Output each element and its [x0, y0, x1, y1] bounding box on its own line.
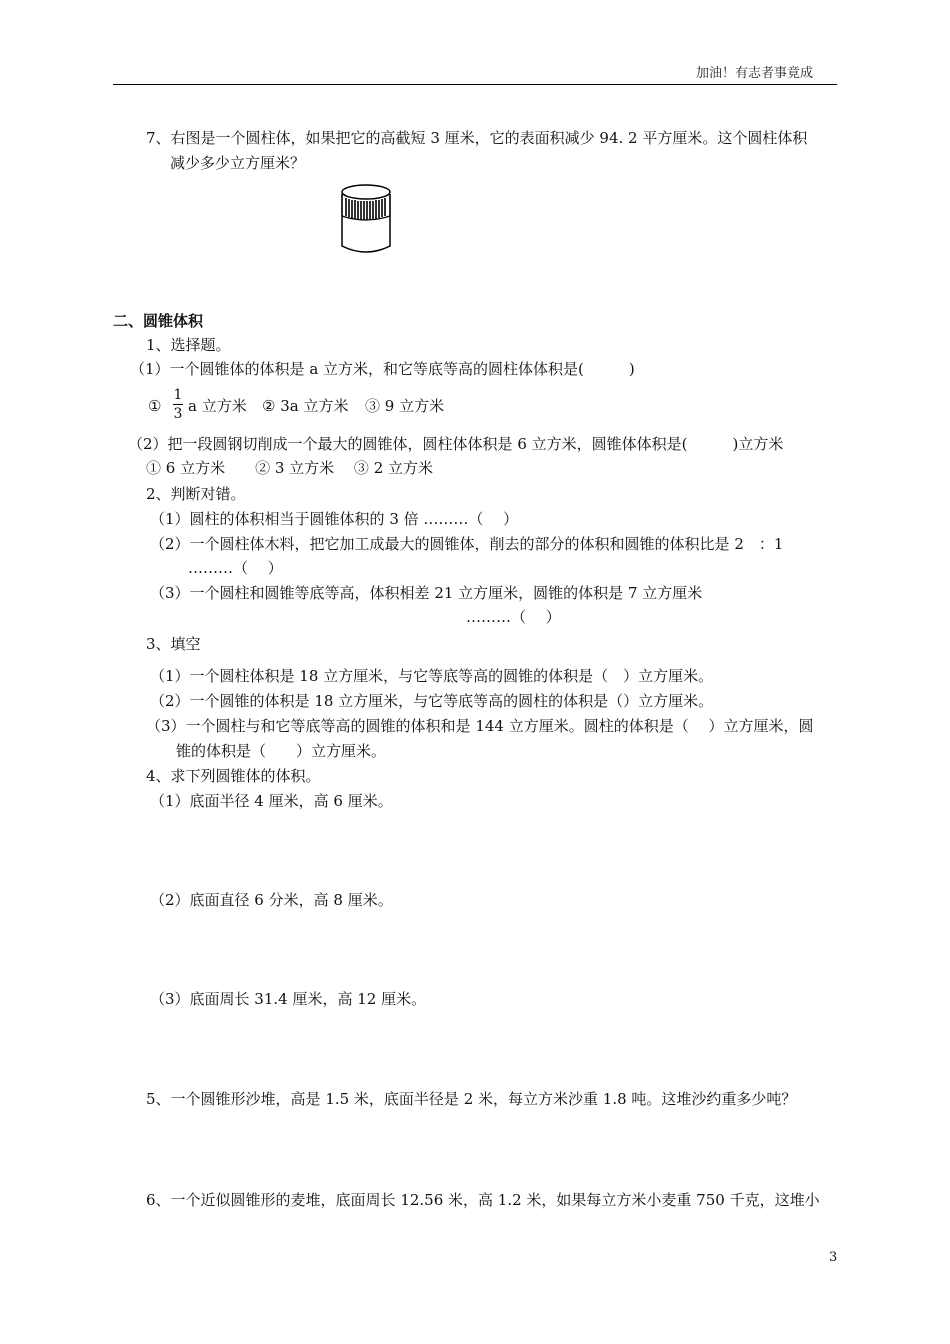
fill-item-3: （3）一个圆柱与和它等底等高的圆锥的体积和是 144 立方厘米。圆柱的体积是（ ）立方厘米，圆	[146, 717, 814, 735]
cylinder-icon	[336, 180, 396, 258]
fraction-bar	[173, 404, 183, 405]
fill-item-3-cont: 锥的体积是（ ）立方厘米。	[176, 742, 387, 760]
fraction-numerator: 1	[173, 387, 183, 403]
choice-q1-opt1-suffix: a 立方米	[188, 397, 247, 415]
fill-item-2: （2）一个圆锥的体积是 18 立方厘米，与它等底等高的圆柱的体积是（）立方厘米。	[150, 692, 714, 710]
choice-q1-opt2: ② 3a 立方米	[262, 397, 349, 415]
header-motto: 加油！有志者事竟成	[696, 66, 814, 81]
judge-item-2-tail: ………（ ）	[188, 559, 283, 577]
section-title: 二、圆锥体积	[113, 312, 204, 330]
judge-item-1: （1）圆柱的体积相当于圆锥体积的 3 倍 ………（ ）	[150, 510, 519, 528]
volume-item-2: （2）底面直径 6 分米，高 8 厘米。	[150, 891, 393, 909]
judge-heading: 2、判断对错。	[146, 485, 246, 503]
fill-item-1: （1）一个圆柱体积是 18 立方厘米，与它等底等高的圆锥的体积是（ ）立方厘米。	[150, 667, 714, 685]
choice-q1-opt1-prefix: ①	[148, 397, 162, 415]
fraction-one-third	[172, 386, 184, 423]
choice-q2: （2）把一段圆钢切削成一个最大的圆锥体，圆柱体体积是 6 立方米，圆锥体体积是( )立方米	[128, 435, 784, 453]
choice-q1-opt3: ③ 9 立方米	[365, 397, 445, 415]
choice-q1: （1）一个圆锥体的体积是 a 立方米，和它等底等高的圆柱体体积是( )	[130, 360, 635, 378]
volume-item-3: （3）底面周长 31.4 厘米，高 12 厘米。	[150, 990, 427, 1008]
judge-item-3: （3）一个圆柱和圆锥等底等高，体积相差 21 立方厘米，圆锥的体积是 7 立方厘米	[150, 584, 703, 602]
choice-q2-options: ① 6 立方米 ② 3 立方米 ③ 2 立方米	[146, 459, 434, 477]
q7-line2: 减少多少立方厘米？	[170, 154, 306, 172]
fraction-denominator: 3	[173, 406, 183, 422]
volume-item-1: （1）底面半径 4 厘米，高 6 厘米。	[150, 792, 393, 810]
judge-item-3-tail: ………（ ）	[466, 608, 561, 626]
judge-item-2: （2）一个圆柱体木料，把它加工成最大的圆锥体，削去的部分的体积和圆锥的体积比是 2 ：1	[150, 535, 784, 553]
header-rule	[113, 84, 837, 85]
volume-heading: 4、求下列圆锥体的体积。	[146, 767, 321, 785]
choice-heading: 1、选择题。	[146, 336, 231, 354]
question-6: 6、一个近似圆锥形的麦堆，底面周长 12.56 米，高 1.2 米，如果每立方米小麦重 750 千克，这堆小	[146, 1191, 820, 1209]
page-number: 3	[829, 1250, 838, 1265]
question-5: 5、一个圆锥形沙堆，高是 1.5 米，底面半径是 2 米，每立方米沙重 1.8 吨。这堆沙约重多少吨？	[146, 1090, 797, 1108]
fill-heading: 3、填空	[146, 635, 201, 653]
q7-line1: 7、右图是一个圆柱体，如果把它的高截短 3 厘米，它的表面积减少 94. 2 平方厘米。这个圆柱体积	[146, 129, 808, 147]
